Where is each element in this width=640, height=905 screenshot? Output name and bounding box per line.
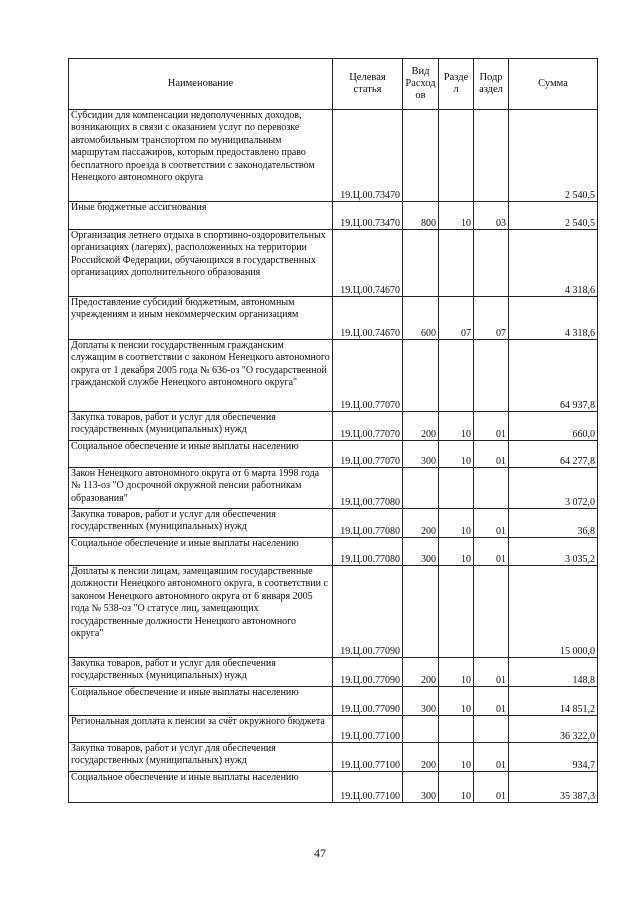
row-section xyxy=(439,566,474,658)
table-row xyxy=(69,566,598,658)
row-section: 10 xyxy=(439,509,474,538)
table-row xyxy=(69,716,598,743)
row-amount: 3 035,2 xyxy=(509,538,598,566)
row-expense-type: 300 xyxy=(403,687,439,716)
row-subsection xyxy=(474,340,509,412)
row-amount: 660,0 xyxy=(509,412,598,441)
table-row xyxy=(69,340,598,412)
row-amount: 148,8 xyxy=(509,658,598,687)
header-section: Разде л xyxy=(439,59,474,110)
row-amount: 35 387,3 xyxy=(509,772,598,803)
row-section xyxy=(439,340,474,412)
row-expense-type: 300 xyxy=(403,441,439,468)
row-name: Социальное обеспечение и иные выплаты населению xyxy=(69,538,333,566)
row-name: Закупка товаров, работ и услуг для обеспечения государственных (муниципальных) нужд xyxy=(69,412,333,441)
row-name: Доплаты к пенсии лицам, замещавшим государственные должности Ненецкого автономного округа, в соответствии с законом Ненецкого автономного округа от 6 января 2005 года № 538-оз "О статусе лиц, замещающих государственные должности Ненецкого автономного округа" xyxy=(69,566,333,658)
table-row xyxy=(69,412,598,441)
table-row xyxy=(69,743,598,772)
row-subsection xyxy=(474,716,509,743)
row-amount: 36 322,0 xyxy=(509,716,598,743)
row-expense-type: 200 xyxy=(403,412,439,441)
row-name: Организация летнего отдыха в спортивно-оздоровительных организациях (лагерях), расположенных на территории Российской Федерации, обучающихся в государственных организациях дополнительного образования xyxy=(69,230,333,297)
row-amount: 934,7 xyxy=(509,743,598,772)
table-row xyxy=(69,202,598,230)
row-section xyxy=(439,110,474,202)
row-amount: 64 277,8 xyxy=(509,441,598,468)
row-amount: 36,8 xyxy=(509,509,598,538)
row-target-code: 19.Ц.00.73470 xyxy=(333,202,403,230)
row-expense-type: 800 xyxy=(403,202,439,230)
row-name: Закон Ненецкого автономного округа от 6 марта 1998 года № 113-оз "О досрочной окружной пенсии работникам образования" xyxy=(69,468,333,509)
row-expense-type xyxy=(403,716,439,743)
row-amount: 64 937,8 xyxy=(509,340,598,412)
row-target-code: 19.Ц.00.77070 xyxy=(333,412,403,441)
row-name: Предоставление субсидий бюджетным, автономным учреждениям и иным некоммерческим организациям xyxy=(69,297,333,340)
table-row xyxy=(69,441,598,468)
table-row xyxy=(69,110,598,202)
table-row xyxy=(69,687,598,716)
row-subsection: 01 xyxy=(474,441,509,468)
row-name: Иные бюджетные ассигнования xyxy=(69,202,333,230)
row-amount: 2 540,5 xyxy=(509,110,598,202)
table-row xyxy=(69,468,598,509)
row-subsection: 01 xyxy=(474,772,509,803)
row-amount: 2 540,5 xyxy=(509,202,598,230)
table-row xyxy=(69,658,598,687)
row-expense-type: 200 xyxy=(403,658,439,687)
row-subsection: 03 xyxy=(474,202,509,230)
row-expense-type: 300 xyxy=(403,538,439,566)
row-name: Социальное обеспечение и иные выплаты населению xyxy=(69,441,333,468)
row-target-code: 19.Ц.00.77100 xyxy=(333,772,403,803)
row-name: Закупка товаров, работ и услуг для обеспечения государственных (муниципальных) нужд xyxy=(69,743,333,772)
table-row xyxy=(69,509,598,538)
header-subsection: Подр аздел xyxy=(474,59,509,110)
row-name: Социальное обеспечение и иные выплаты населению xyxy=(69,772,333,803)
row-section xyxy=(439,230,474,297)
row-subsection: 07 xyxy=(474,297,509,340)
row-expense-type xyxy=(403,566,439,658)
row-subsection: 01 xyxy=(474,412,509,441)
row-name: Закупка товаров, работ и услуг для обеспечения государственных (муниципальных) нужд xyxy=(69,509,333,538)
row-section xyxy=(439,716,474,743)
row-target-code: 19.Ц.00.74670 xyxy=(333,230,403,297)
row-subsection xyxy=(474,110,509,202)
row-expense-type: 200 xyxy=(403,509,439,538)
row-target-code: 19.Ц.00.73470 xyxy=(333,110,403,202)
row-target-code: 19.Ц.00.77070 xyxy=(333,340,403,412)
row-name: Субсидии для компенсации недополученных доходов, возникающих в связи с оказанием услуг по перевозке автомобильным транспортом по муниципальным маршрутам пассажиров, которым предоставлено право бесплатного проезда в соответствии с законодательством Ненецкого автономного округа xyxy=(69,110,333,202)
row-subsection xyxy=(474,230,509,297)
budget-table xyxy=(68,58,598,803)
row-target-code: 19.Ц.00.77100 xyxy=(333,716,403,743)
row-expense-type: 600 xyxy=(403,297,439,340)
row-expense-type xyxy=(403,468,439,509)
row-target-code: 19.Ц.00.77080 xyxy=(333,509,403,538)
row-name: Доплаты к пенсии государственным гражданским служащим в соответствии с законом Ненецкого автономного округа от 1 декабря 2005 года № 636-оз "О государственной гражданской службе Ненецкого автономного округа" xyxy=(69,340,333,412)
row-section: 07 xyxy=(439,297,474,340)
row-target-code: 19.Ц.00.77100 xyxy=(333,743,403,772)
row-target-code: 19.Ц.00.77090 xyxy=(333,687,403,716)
row-expense-type: 200 xyxy=(403,743,439,772)
row-section: 10 xyxy=(439,658,474,687)
row-name: Закупка товаров, работ и услуг для обеспечения государственных (муниципальных) нужд xyxy=(69,658,333,687)
row-subsection xyxy=(474,566,509,658)
row-subsection xyxy=(474,468,509,509)
row-section: 10 xyxy=(439,687,474,716)
table-row xyxy=(69,230,598,297)
row-expense-type xyxy=(403,110,439,202)
row-section: 10 xyxy=(439,538,474,566)
row-subsection: 01 xyxy=(474,509,509,538)
row-subsection: 01 xyxy=(474,743,509,772)
header-amount: Сумма xyxy=(509,59,598,110)
row-subsection: 01 xyxy=(474,687,509,716)
row-section xyxy=(439,468,474,509)
row-expense-type xyxy=(403,230,439,297)
table-row xyxy=(69,297,598,340)
row-target-code: 19.Ц.00.77090 xyxy=(333,658,403,687)
row-name: Социальное обеспечение и иные выплаты населению xyxy=(69,687,333,716)
row-section: 10 xyxy=(439,743,474,772)
row-section: 10 xyxy=(439,412,474,441)
header-expense-type: Вид Расход ов xyxy=(403,59,439,110)
row-expense-type: 300 xyxy=(403,772,439,803)
header-target: Целевая статья xyxy=(333,59,403,110)
row-name: Региональная доплата к пенсии за счёт окружного бюджета xyxy=(69,716,333,743)
row-target-code: 19.Ц.00.74670 xyxy=(333,297,403,340)
row-subsection: 01 xyxy=(474,538,509,566)
page-number: 47 xyxy=(314,846,326,860)
row-subsection: 01 xyxy=(474,658,509,687)
table-row xyxy=(69,538,598,566)
row-amount: 4 318,6 xyxy=(509,297,598,340)
row-target-code: 19.Ц.00.77080 xyxy=(333,538,403,566)
row-target-code: 19.Ц.00.77070 xyxy=(333,441,403,468)
row-target-code: 19.Ц.00.77080 xyxy=(333,468,403,509)
header-row xyxy=(69,59,598,110)
row-amount: 15 000,0 xyxy=(509,566,598,658)
row-target-code: 19.Ц.00.77090 xyxy=(333,566,403,658)
row-amount: 4 318,6 xyxy=(509,230,598,297)
table-row xyxy=(69,772,598,803)
row-section: 10 xyxy=(439,772,474,803)
row-amount: 14 851,2 xyxy=(509,687,598,716)
row-expense-type xyxy=(403,340,439,412)
header-name: Наименование xyxy=(69,59,333,110)
row-amount: 3 072,0 xyxy=(509,468,598,509)
row-section: 10 xyxy=(439,441,474,468)
row-section: 10 xyxy=(439,202,474,230)
